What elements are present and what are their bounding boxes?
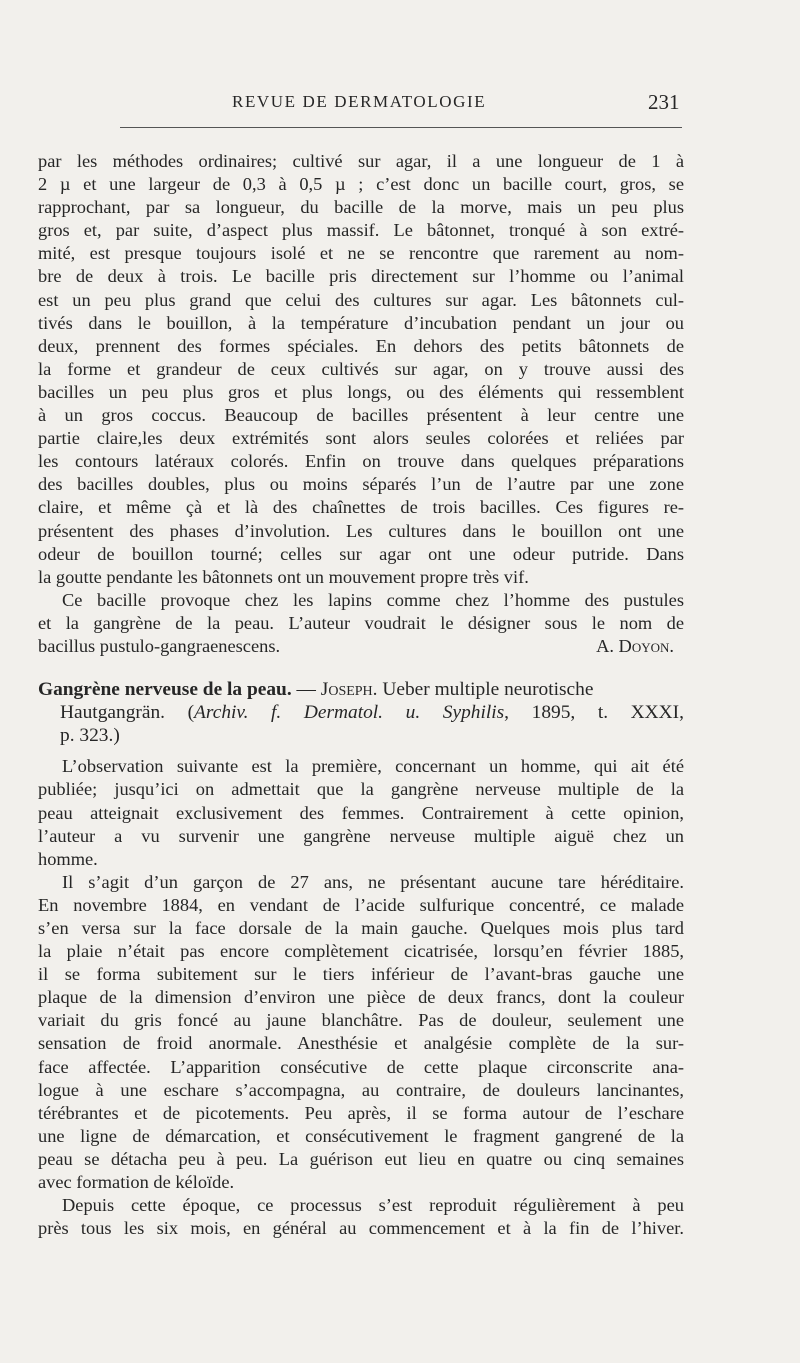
text-line: rapprochant, par sa longueur, du bacille de la morve, mais un peu plus: [38, 197, 684, 218]
text-line: L’observation suivante est la première, concernant un homme, qui ait été: [62, 756, 684, 777]
running-head: [0, 92, 800, 118]
text-line: est un peu plus grand que celui des cultures sur agar. Les bâtonnets cul-: [38, 289, 684, 310]
text-line: 2 µ et une largeur de 0,3 à 0,5 µ ; c’est donc un bacille court, gros, se: [38, 174, 684, 195]
text-line: une ligne de démarcation, et consécutivement le fragment gangrené de la: [38, 1125, 684, 1146]
text-line: bre de deux à trois. Le bacille pris directement sur l’homme ou l’animal: [38, 266, 684, 287]
review-citation: Hautgangrän. (Archiv. f. Dermatol. u. Syphilis, 1895, t. XXXI,: [60, 702, 684, 724]
text-line: il se forma subitement sur le tiers inférieur de l’avant-bras gauche une: [38, 964, 684, 985]
text-line: avec formation de kéloïde.: [38, 1172, 235, 1193]
text-line: s’en versa sur la face dorsale de la main gauche. Quelques mois plus tard: [38, 918, 684, 938]
header-rule: [120, 127, 682, 128]
text-line: peau atteignait exclusivement des femmes. Contrairement à cette opinion,: [38, 802, 684, 823]
text-line: et la gangrène de la peau. L’auteur voudrait le désigner sous le nom de: [38, 612, 684, 633]
text-line: la forme et grandeur de ceux cultivés sur agar, on y trouve aussi des: [38, 358, 684, 379]
journal-title: Archiv. f. Dermatol. u. Syphilis: [194, 702, 505, 724]
text-line: Ce bacille provoque chez les lapins comme chez l’homme des pustules: [62, 589, 684, 610]
review-bacillus: [38, 150, 684, 658]
text-line: les contours latéraux colorés. Enfin on trouve dans quelques préparations: [38, 451, 684, 472]
text-line: la goutte pendante les bâtonnets ont un mouvement propre très vif.: [38, 566, 529, 587]
review-title: Gangrène nerveuse de la peau. — Joseph. Ueber multiple neurotische: [38, 679, 594, 701]
page-number: 231: [648, 90, 680, 114]
review-gangrene: [38, 678, 684, 1240]
text-line: bacilles un peu plus gros et plus longs, ou des éléments qui ressemblent: [38, 381, 684, 402]
text-line: publiée; jusqu’ici on admettait que la gangrène nerveuse multiple de la: [38, 779, 684, 800]
text-line: par les méthodes ordinaires; cultivé sur agar, il a une longueur de 1 à: [38, 151, 684, 171]
text-line: claire, et même çà et là des chaînettes de trois bacilles. Ces figures re-: [38, 497, 684, 518]
signature-line: [38, 635, 684, 658]
text-line: l’auteur a vu survenir une gangrène nerveuse multiple aiguë chez un: [38, 825, 684, 846]
text-line: deux, prennent des formes spéciales. En dehors des petits bâtonnets de: [38, 335, 684, 356]
review-heading: Gangrène nerveuse de la peau.: [38, 679, 292, 701]
text-line: la plaie n’était pas encore complètement cicatrisée, lorsqu’en février 1885,: [38, 941, 684, 962]
text-line: En novembre 1884, en vendant de l’acide sulfurique concentré, ce malade: [38, 894, 684, 915]
review-citation-end: p. 323.): [60, 725, 120, 747]
running-title: REVUE DE DERMATOLOGIE: [232, 92, 487, 111]
text-line: présentent des phases d’involution. Les cultures dans le bouillon ont une: [38, 520, 684, 541]
text-line: mité, est presque toujours isolé et ne se rencontre que rarement au nom-: [38, 243, 684, 264]
text-line: à un gros coccus. Beaucoup de bacilles présentent à leur centre une: [38, 405, 684, 426]
text-line: variait du gris foncé au jaune blanchâtre. Pas de douleur, seulement une: [38, 1010, 684, 1031]
text-line: odeur de bouillon tourné; celles sur agar ont une odeur putride. Dans: [38, 543, 684, 564]
text-line: peau se détacha peu à peu. La guérison eut lieu en quatre ou cinq semaines: [38, 1148, 684, 1169]
text-line: des bacilles doubles, plus ou moins séparés l’un de l’autre par une zone: [38, 474, 684, 495]
text-line: face affectée. L’apparition consécutive de cette plaque circonscrite ana-: [38, 1056, 684, 1077]
text-line: bacillus pustulo-gangraenescens.: [38, 635, 281, 656]
signature: A. Doyon.: [596, 635, 674, 656]
text-line: Depuis cette époque, ce processus s’est reproduit régulièrement à peu: [62, 1195, 684, 1216]
text-line: près tous les six mois, en général au commencement et à la fin de l’hiver.: [38, 1218, 684, 1239]
text-line: logue à une eschare s’accompagna, au contraire, de douleurs lancinantes,: [38, 1079, 684, 1100]
text-line: partie claire,les deux extrémités sont alors seules colorées et reliées par: [38, 428, 684, 449]
page-body: [38, 150, 684, 1240]
text-line: tivés dans le bouillon, à la température d’incubation pendant un jour ou: [38, 312, 684, 333]
text-line: térébrantes et de picotements. Peu après, il se forma autour de l’eschare: [38, 1102, 684, 1123]
text-line: Il s’agit d’un garçon de 27 ans, ne présentant aucune tare héréditaire.: [62, 871, 684, 892]
section-gap: [38, 658, 684, 678]
text-line: homme.: [38, 848, 98, 869]
text-line: plaque de la dimension d’environ une pièce de deux francs, dont la couleur: [38, 987, 684, 1008]
text-line: gros et, par suite, d’aspect plus massif. Le bâtonnet, tronqué à son extré-: [38, 220, 684, 241]
text-line: sensation de froid anormale. Anesthésie et analgésie complète de la sur-: [38, 1033, 684, 1054]
review-author: Joseph.: [320, 679, 378, 701]
